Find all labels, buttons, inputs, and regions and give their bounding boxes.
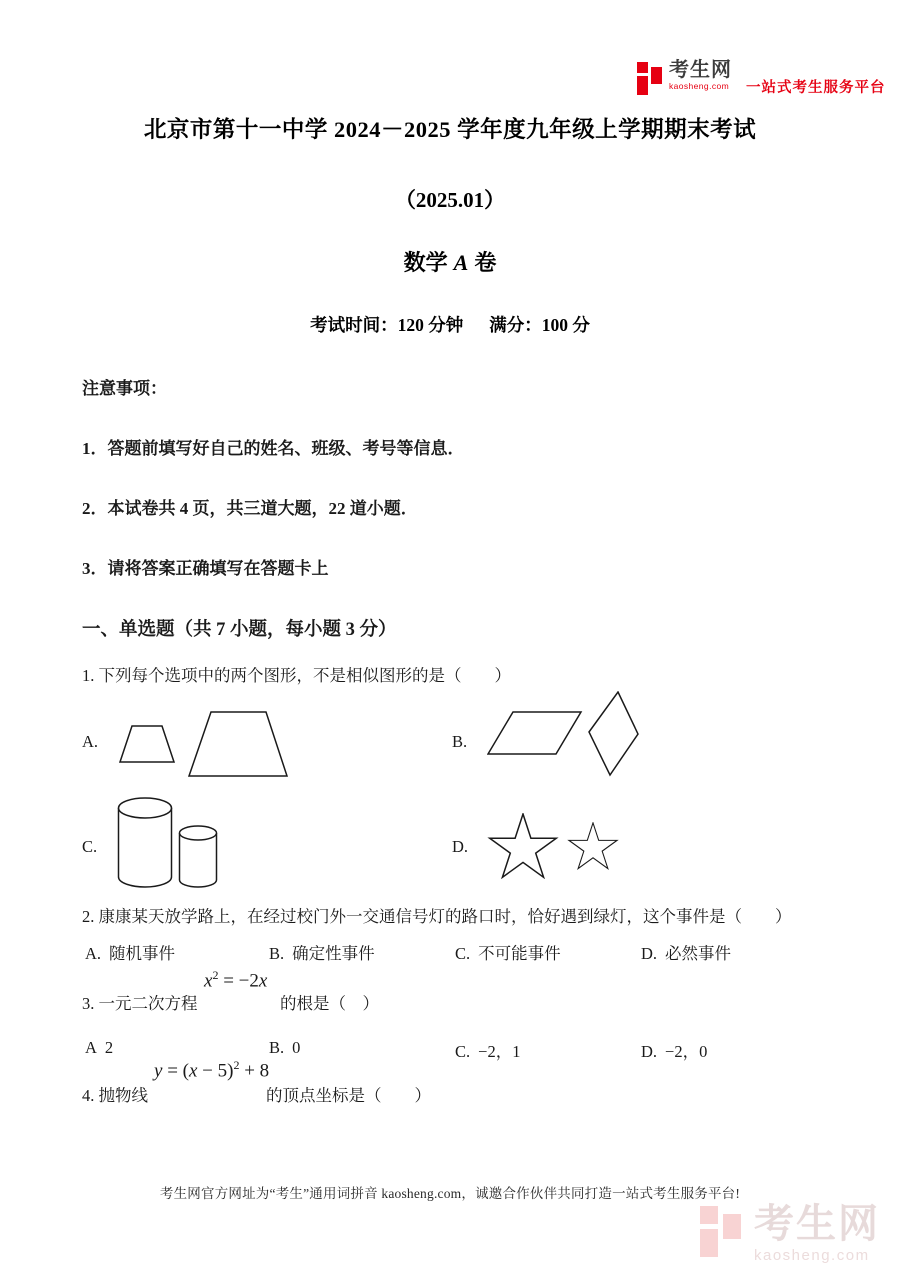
q1-figure-b-rhombus [588,691,640,777]
brand-name: 考生网 [669,59,732,81]
paper-title: 北京市第十一中学 2024－2025 学年度九年级上学期期末考试 [143,117,757,142]
question-2-text: 2. 康康某天放学路上，在经过校门外一交通信号灯的路口时，恰好遇到绿灯，这个事件是（ ） [82,907,792,926]
q2-option-a: A. 随机事件 [85,944,176,963]
notice-heading: 注意事项： [82,379,167,398]
exam-info [0,312,900,337]
q1-figure-c-large-cylinder [117,797,173,889]
question-3-formula: $x^2 = -2x$ [204,968,268,992]
notice-item-2: 2．本试卷共 4 页，共三道大题，22 道小题． [82,499,418,518]
q1-option-b-label: B. [452,732,468,751]
question-3-suffix: 的根是（ ） [280,994,379,1013]
watermark-brand-icon [700,1204,746,1260]
notice-item-1: 1．答题前填写好自己的姓名、班级、考号等信息． [82,439,465,458]
question-1-text: 1. 下列每个选项中的两个图形，不是相似图形的是（ ） [82,666,511,685]
q1-figure-d-large-star [487,813,559,879]
q2-option-d: D. 必然事件 [641,944,732,963]
brand-slogan: 一站式考生服务平台 [746,80,886,96]
q3-option-c: C. −2，1 [455,1042,521,1061]
paper-subject: 数学 [403,250,448,275]
question-4-suffix: 的顶点坐标是（ ） [266,1086,431,1105]
q2-option-c: C. 不可能事件 [455,944,561,963]
paper-date: （2025.01） [394,188,506,212]
q3-option-b: B. 0 [269,1038,301,1057]
kaosheng-logo [637,60,886,97]
exam-time: 考试时间：120 分钟 [310,315,464,335]
watermark-brand-domain: kaosheng.com [754,1247,870,1264]
paper-name [0,246,900,277]
footer-note: 考生网官方网址为“考生”通用词拼音 kaosheng.com，诚邀合作伙伴共同打造一站式考生服务平台! [159,1186,741,1201]
question-3-prefix: 3. 一元二次方程 [82,994,198,1013]
question-4-formula: $y = (x - 5)^2 + 8$ [154,1058,270,1082]
q3-option-a: A 2 [85,1038,114,1057]
q1-figure-b-parallelogram [487,711,583,756]
exam-score: 满分：100 分 [489,315,590,335]
q2-option-b: B. 确定性事件 [269,944,375,963]
kaosheng-watermark [700,1204,880,1263]
notice-item-3: 3．请将答案正确填写在答题卡上 [82,559,329,578]
q1-figure-d-small-star [567,822,619,870]
q1-option-d-label: D. [452,837,469,856]
section-1-heading: 一、单选题（共 7 小题，每小题 3 分） [82,620,397,640]
q3-option-d: D. −2，0 [641,1042,708,1061]
watermark-brand-name: 考生网 [754,1202,880,1246]
q1-option-c-label: C. [82,837,98,856]
q1-figure-a-large-trapezoid [187,711,289,778]
kaosheng-brand-icon [637,60,664,96]
paper-suffix: 卷 [474,250,497,275]
q1-figure-a-small-trapezoid [118,725,176,764]
q1-option-a-label: A. [82,732,99,751]
question-4-prefix: 4. 抛物线 [82,1086,148,1105]
paper-variant: A [453,250,469,275]
q1-figure-c-small-cylinder [178,825,218,889]
brand-domain: kaosheng.com [669,81,730,91]
